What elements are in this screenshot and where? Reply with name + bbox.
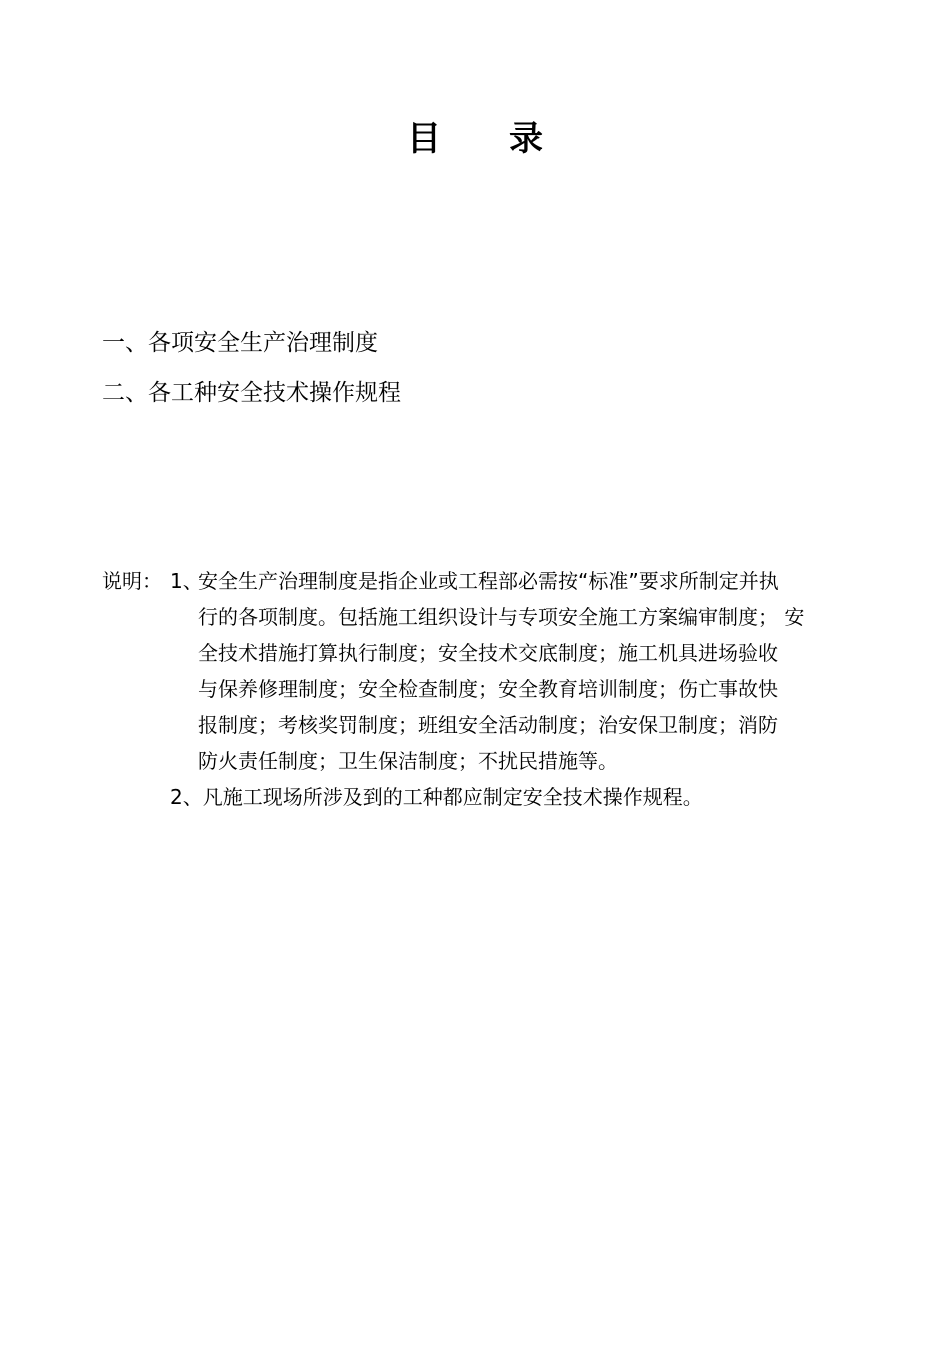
note-item-2: 2、凡施工现场所涉及到的工种都应制定安全技术操作规程。 <box>170 785 703 809</box>
note-item-1-line-2: 行的各项制度。包括施工组织设计与专项安全施工方案编审制度； 安 <box>198 605 805 629</box>
title-char-2: 录 <box>509 119 543 159</box>
table-of-contents <box>102 318 862 418</box>
note-item-1-line-1: 安全生产治理制度是指企业或工程部必需按“标准”要求所制定并执 <box>198 569 779 593</box>
toc-item-1: 一、各项安全生产治理制度 <box>102 330 378 356</box>
note-item-1 <box>102 563 862 779</box>
page-title <box>0 114 950 164</box>
note-item-1-line-6: 防火责任制度；卫生保洁制度；不扰民措施等。 <box>198 749 618 773</box>
note-item-1-line-3: 全技术措施打算执行制度；安全技术交底制度；施工机具进场验收 <box>198 641 778 665</box>
note-item-1-line-4: 与保养修理制度；安全检查制度；安全教育培训制度；伤亡事故快 <box>198 677 778 701</box>
note-item-1-text <box>198 563 862 779</box>
notes-section <box>102 563 862 815</box>
note-item-1-line-5: 报制度；考核奖罚制度；班组安全活动制度；治安保卫制度；消防 <box>198 713 778 737</box>
note-item-1-number: 1、 <box>170 569 203 593</box>
toc-item-2: 二、各工种安全技术操作规程 <box>102 380 401 406</box>
notes-label: 说明： <box>102 569 162 593</box>
title-char-1: 目 <box>407 119 441 159</box>
